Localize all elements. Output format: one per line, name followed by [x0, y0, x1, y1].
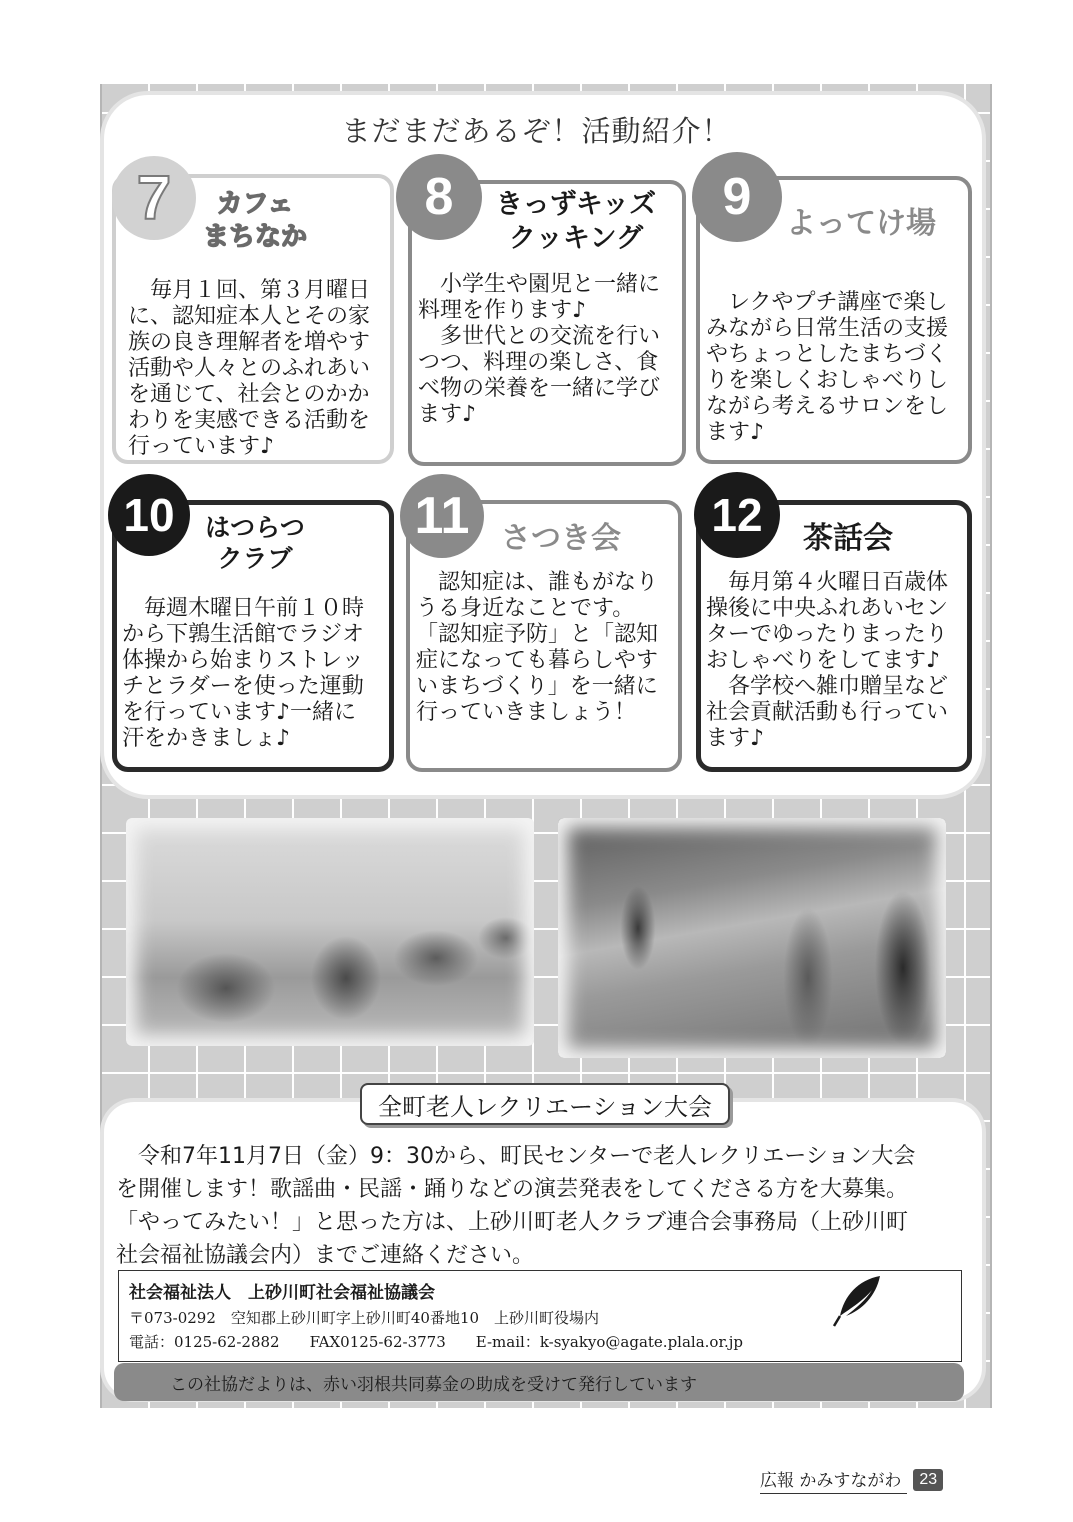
card-number-9: 9 [692, 152, 782, 242]
card-body-9: レクやプチ講座で楽し みながら日常生活の支援 やちょっとしたまちづく りを楽しくおしゃべりし ながら考えるサロンをし ます♪ [706, 290, 949, 445]
card-body-10: 毎週木曜日午前１０時 から下鶉生活館でラジオ 体操から始まりストレッ チとラダーを使った運動 を行っています♪一緒に 汗をかきましょ♪ [122, 596, 365, 751]
contact-address: 〒073-0292 空知郡上砂川町字上砂川町40番地10 上砂川町役場内 [129, 1309, 600, 1327]
card-body-12: 毎月第４火曜日百歳体 操後に中央ふれあいセン ターでゆったりまったり おしゃべりをしてます♪ 各学校へ雑巾贈呈など 社会貢献活動も行ってい ます♪ [706, 570, 949, 751]
card-number-7: 7 [112, 156, 196, 240]
card-body-7: 毎月１回、第３月曜日 に、認知症本人とその家 族の良き理解者を増やす 活動や人々とのふれあい を通じて、社会とのかか わりを実感できる活動を 行っています♪ [128, 278, 371, 459]
card-number-11: 11 [400, 474, 484, 558]
contact-org: 社会福祉法人 上砂川町社会福祉協議会 [129, 1283, 435, 1303]
section-title: まだまだあるぞ！活動紹介！ [341, 114, 732, 148]
page-number: 23 [913, 1469, 943, 1491]
card-number-8: 8 [396, 154, 482, 240]
photo-indoor-exercise [126, 818, 534, 1046]
photo-halloween-walk [558, 818, 946, 1058]
card-number-12: 12 [694, 472, 780, 558]
card-title-10: はつらつ クラブ [205, 513, 305, 574]
event-body: 令和7年11月7日（金）9：30から、町民センターで老人レクリエーション大会 を開催します！歌謡曲・民謡・踊りなどの演芸発表をしてくださる方を大募集。 「やってみたい！」と思った方は、上砂川町老人クラブ連合会事務局（上砂川町 社会福祉協議会内）までご連絡ください。 [116, 1144, 916, 1268]
publication-name: 広報 かみすながわ [760, 1466, 907, 1494]
contact-tel: 電話：0125-62-2882 FAX0125-62-3773 E-mail：k-syakyo@agate.plala.or.jp [129, 1333, 744, 1351]
feather-icon [828, 1270, 888, 1330]
card-title-9: よってけ場 [786, 206, 936, 241]
card-title-7: カフェ まちなか [202, 189, 307, 252]
event-title: 全町老人レクリエーション大会 [360, 1083, 730, 1125]
card-body-8: 小学生や園児と一緒に 料理を作ります♪ 多世代との交流を行い つつ、料理の楽しさ、食 べ物の栄養を一緒に学び ます♪ [418, 272, 661, 427]
page-footer [760, 1465, 943, 1495]
card-title-8: きっずキッズ クッキング [495, 189, 657, 254]
card-number-10: 10 [108, 474, 190, 556]
card-body-11: 認知症は、誰もがなり うる身近なことです。 「認知症予防」と「認知 症になっても暮らしやす いまちづくり」を一緒に 行っていきましょう！ [416, 570, 659, 725]
card-title-12: 茶話会 [803, 521, 893, 556]
card-title-11: さつき会 [501, 521, 621, 556]
funding-notice: この社協だよりは、赤い羽根共同募金の助成を受けて発行しています [114, 1363, 964, 1401]
